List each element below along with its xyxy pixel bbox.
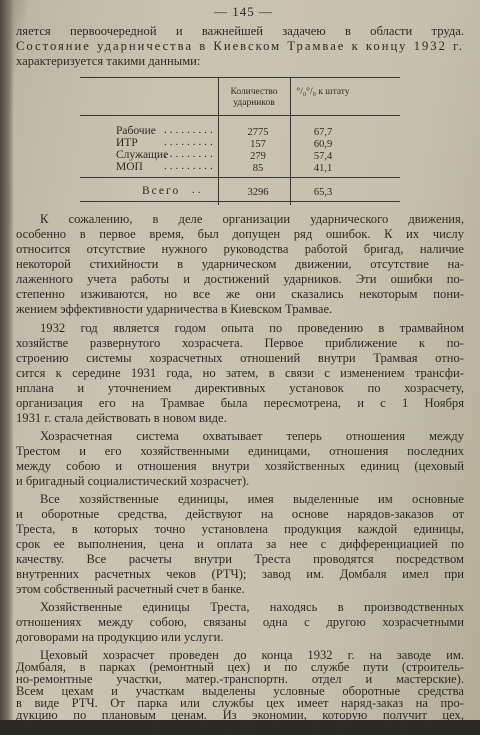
table-row-label: Служащие	[116, 149, 169, 161]
paragraph-line: Треста, в которых точно установлена продукция каждой единицы,	[16, 522, 464, 536]
paragraph-line: жением эффективности ударничества в Киевском Трамвае.	[16, 302, 333, 316]
paragraph-line: Все хозяйственные единицы, имея выделенные им основные	[40, 492, 464, 506]
paragraph-line: некоторой стихийности в ударническом движении, отсутствие на-	[16, 257, 464, 271]
paragraph-line: дукцию по плановым ценам. Из экономии, которую получит цех,	[16, 708, 464, 722]
leader-dots: .........	[164, 148, 216, 160]
table-header-percent: °/₀°/₀ к штату	[296, 87, 350, 97]
table-cell-count: 279	[250, 151, 266, 162]
paragraph-line: 1932 год является годом опыта по проведению в трамвайном	[40, 321, 464, 335]
table-cell-percent: 60,9	[313, 139, 333, 150]
intro-line: характеризуется такими данными:	[16, 54, 201, 68]
paragraph-line: строению системы хозрасчетных отношений внутри Трамвая отно-	[16, 351, 464, 365]
book-spine-shadow	[0, 0, 14, 720]
table-total-label: Всего	[142, 185, 181, 197]
paragraph-line: качеству. Все расчеты внутри Треста проводятся посредством	[16, 552, 464, 566]
intro-line: Состояние ударничества в Киевском Трамвае к концу 1932 г.	[16, 39, 464, 53]
paragraph-line: хозяйстве развернутого хозрасчета. Первое приближение к по-	[16, 336, 464, 350]
paragraph-line: и оборотные средства, действуют на основе нарядов-заказов от	[16, 507, 464, 521]
table-row-label: Рабочие	[116, 125, 156, 137]
paragraph-line: отношениях между собою, связаны одна с другою хозрасчетными	[16, 615, 464, 629]
paragraph-line: Всем цехам и участкам выделены условные оборотные средства	[16, 684, 464, 698]
leader-dots: .........	[164, 160, 216, 172]
table-header-count: Количество ударников	[230, 87, 278, 108]
table-cell-count: 2775	[247, 127, 269, 138]
paragraph-line: организация его на Трамвае была пересмотрена, и с 1 Ноября	[16, 396, 464, 410]
paragraph-line: степенно изживаются, но все же они сказались некоторым пони-	[16, 287, 464, 301]
paragraph-line: Трестом и его хозяйственными единицами, отношения последних	[16, 444, 464, 458]
paragraph-line: в виде РТЧ. От парка или службы цех имеет наряд-заказ на про-	[16, 696, 464, 710]
paragraph-line: внутренних расчетных чеков (РТЧ); завод им. Домбаля имел при	[16, 567, 464, 581]
table-total-percent: 65,3	[313, 187, 333, 198]
table-row-label: ИТР	[116, 137, 138, 149]
leader-dots: ..	[192, 184, 204, 196]
paragraph-line: нплана и уточнением директивных установок по хозрасчету,	[16, 381, 464, 395]
paragraph-line: но-ремонтные участки, матер.-транспортн. отдел и мастерские).	[16, 672, 464, 686]
table-cell-percent: 67,7	[313, 127, 333, 138]
paragraph-line: сится к середине 1931 года, но затем, в связи с изменением трансфи-	[16, 366, 464, 380]
paragraph-line: Домбаля, в парках (ремонтный цех) и по службе пути (строитель-	[16, 660, 464, 674]
table-cell-count: 157	[250, 139, 266, 150]
paragraph-line: особенно в первое время, был допущен ряд ошибок. К их числу	[16, 227, 464, 241]
table-total-count: 3296	[247, 187, 269, 198]
paragraph-line: Цеховый хозрасчет проведен до конца 1932 г. на заводе им.	[40, 648, 464, 662]
leader-dots: .........	[164, 124, 216, 136]
paragraph-line: этом собственный расчетный счет в банке.	[16, 582, 245, 596]
paragraph-line: 25 °/₀ остается в его распоряжении на социально-бытовые нужды.	[16, 720, 464, 734]
table-cell-percent: 57,4	[313, 151, 333, 162]
paragraph-line: и бригадный социалистический хозрасчет).	[16, 474, 250, 488]
paragraph-line: Хозяйственные единицы Треста, находясь в производственных	[40, 600, 464, 614]
leader-dots: .........	[164, 136, 216, 148]
paragraph-line: К сожалению, в деле организации ударнического движения,	[40, 212, 464, 226]
table-cell-percent: 41,1	[313, 163, 333, 174]
intro-line: ляется первоочередной и важнейшей задачею в области труда.	[16, 24, 464, 38]
paragraph-line: между собою и отношения внутри хозяйственных единиц (цеховый	[16, 459, 464, 473]
table-cell-count: 85	[252, 163, 264, 174]
paragraph-line: Хозрасчетная система охватывает теперь отношения между	[40, 429, 464, 443]
paragraph-line: относится отсутствие нужного руководства работой бригад, наличие	[16, 242, 464, 256]
paragraph-line: 1931 г. стала действовать в новом виде.	[16, 411, 227, 425]
paragraph-line: договорами на продукцию или услуги.	[16, 630, 224, 644]
shock-workers-table	[80, 77, 400, 205]
page-number: — 145 —	[214, 4, 273, 19]
paragraph-line: срок ее выполнения, цена и оплата за нее с дифференциацией по	[16, 537, 464, 551]
table-row-label: МОП	[116, 161, 143, 173]
paragraph-line: лаженного учета работы и достижений ударников. Эти ошибки по-	[16, 272, 464, 286]
